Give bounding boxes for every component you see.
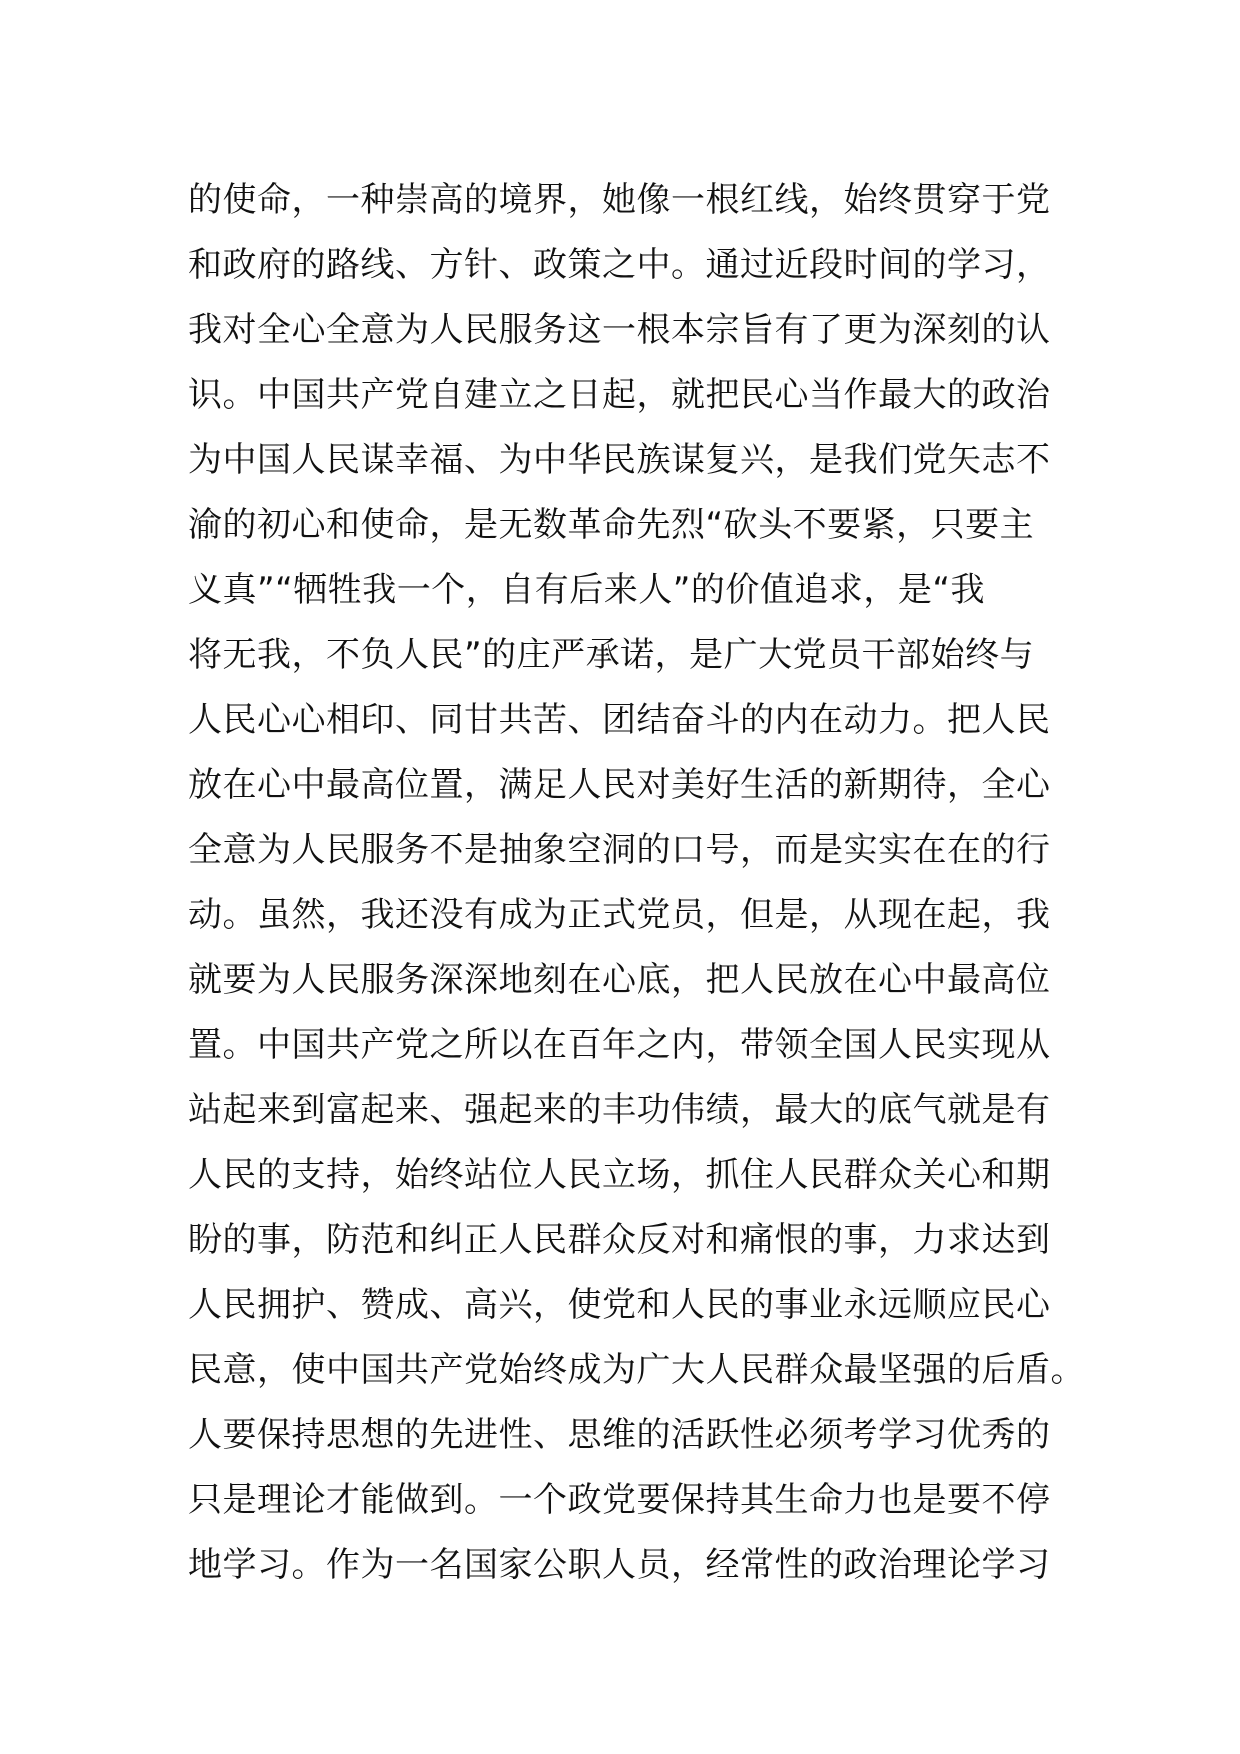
text-line: 民意，使中国共产党始终成为广大人民群众最坚强的后盾。 xyxy=(188,1350,1085,1390)
text-line: 和政府的路线、方针、政策之中。通过近段时间的学习， xyxy=(188,245,1051,285)
text-line: 我对全心全意为人民服务这一根本宗旨有了更为深刻的认 xyxy=(188,310,1051,350)
text-line: 识。中国共产党自建立之日起，就把民心当作最大的政治 xyxy=(188,375,1051,415)
text-line: 就要为人民服务深深地刻在心底，把人民放在心中最高位 xyxy=(188,960,1051,1000)
text-line: 放在心中最高位置，满足人民对美好生活的新期待，全心 xyxy=(188,765,1051,805)
text-line: 全意为人民服务不是抽象空洞的口号，而是实实在在的行 xyxy=(188,830,1051,870)
body-text xyxy=(188,168,1085,1598)
text-line: 盼的事，防范和纠正人民群众反对和痛恨的事，力求达到 xyxy=(188,1220,1051,1260)
text-line: 为中国人民谋幸福、为中华民族谋复兴，是我们党矢志不 xyxy=(188,440,1051,480)
text-line: 人民拥护、赞成、高兴，使党和人民的事业永远顺应民心 xyxy=(188,1285,1051,1325)
text-line: 人民的支持，始终站位人民立场，抓住人民群众关心和期 xyxy=(188,1155,1051,1195)
text-line: 渝的初心和使命，是无数革命先烈“砍头不要紧，只要主 xyxy=(188,505,1035,545)
text-line: 动。虽然，我还没有成为正式党员，但是，从现在起，我 xyxy=(188,895,1051,935)
text-line: 将无我，不负人民”的庄严承诺，是广大党员干部始终与 xyxy=(188,635,1035,675)
text-line: 置。中国共产党之所以在百年之内，带领全国人民实现从 xyxy=(188,1025,1051,1065)
text-line: 的使命，一种崇高的境界，她像一根红线，始终贯穿于党 xyxy=(188,180,1051,220)
text-line: 只是理论才能做到。一个政党要保持其生命力也是要不停 xyxy=(188,1480,1051,1520)
text-line: 义真”“牺牲我一个，自有后来人”的价值追求，是“我 xyxy=(188,570,985,610)
text-line: 地学习。作为一名国家公职人员，经常性的政治理论学习 xyxy=(188,1545,1051,1585)
text-line: 人要保持思想的先进性、思维的活跃性必须考学习优秀的 xyxy=(188,1415,1051,1455)
text-line: 站起来到富起来、强起来的丰功伟绩，最大的底气就是有 xyxy=(188,1090,1051,1130)
text-line: 人民心心相印、同甘共苦、团结奋斗的内在动力。把人民 xyxy=(188,700,1051,740)
